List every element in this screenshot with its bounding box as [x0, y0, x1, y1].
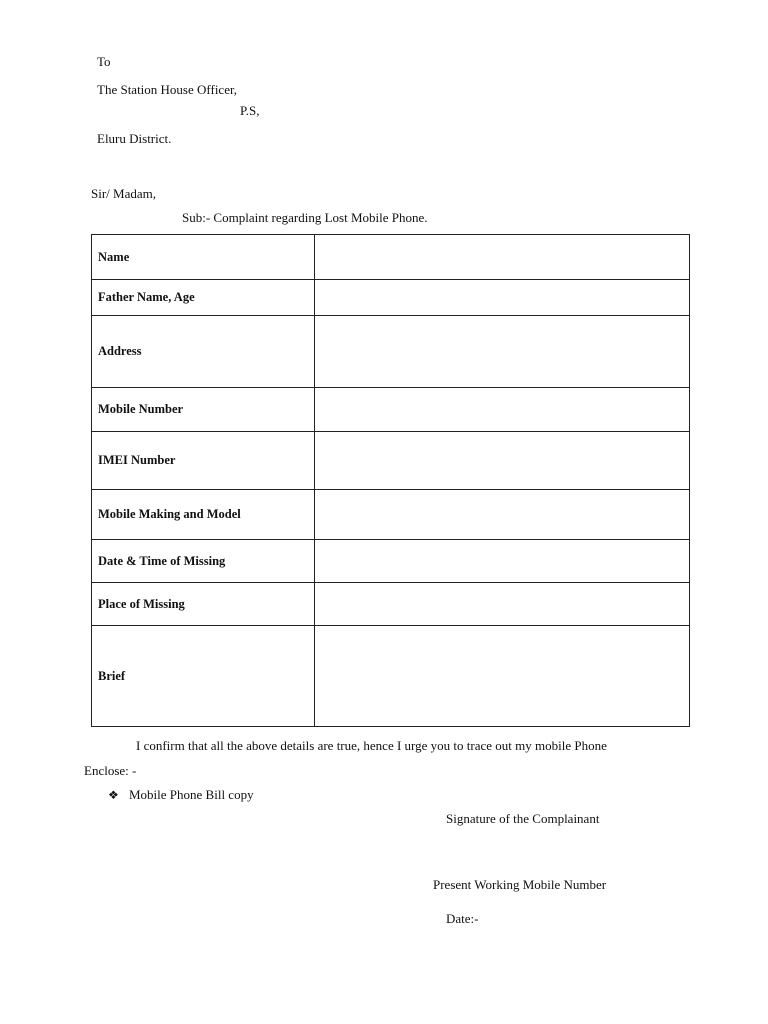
present-mobile-number-label: Present Working Mobile Number: [433, 877, 607, 892]
row-value-mobile-make-model: [315, 490, 690, 540]
row-value-address: [315, 316, 690, 388]
complaint-details-table: [91, 234, 690, 727]
signature-label: Signature of the Complainant: [446, 811, 600, 826]
salutation: Sir/ Madam,: [91, 186, 156, 201]
diamond-bullet-icon: ❖: [108, 788, 119, 802]
table-row: [92, 626, 690, 727]
row-value-name: [315, 235, 690, 280]
row-label-name: Name: [92, 235, 315, 280]
table-row: [92, 583, 690, 626]
row-value-imei-number: [315, 432, 690, 490]
table-row: [92, 316, 690, 388]
row-value-father-name-age: [315, 280, 690, 316]
row-label-mobile-number: Mobile Number: [92, 388, 315, 432]
confirmation-statement: I confirm that all the above details are true, hence I urge you to trace out my mobile Phone: [136, 738, 607, 753]
row-label-imei-number: IMEI Number: [92, 432, 315, 490]
table-row: [92, 540, 690, 583]
table-row: [92, 490, 690, 540]
enclosure-item: Mobile Phone Bill copy: [129, 787, 254, 802]
table-row: [92, 432, 690, 490]
table-row: [92, 235, 690, 280]
recipient-officer: The Station House Officer,: [97, 82, 238, 97]
row-value-date-time-missing: [315, 540, 690, 583]
row-label-date-time-missing: Date & Time of Missing: [92, 540, 315, 583]
to-line: To: [97, 54, 111, 69]
row-label-mobile-make-model: Mobile Making and Model: [92, 490, 315, 540]
date-label: Date:-: [446, 911, 479, 926]
table-row: [92, 280, 690, 316]
table-row: [92, 388, 690, 432]
row-label-father-name-age: Father Name, Age: [92, 280, 315, 316]
enclose-label: Enclose: -: [84, 763, 137, 778]
recipient-district: Eluru District.: [97, 131, 172, 146]
row-label-place-missing: Place of Missing: [92, 583, 315, 626]
subject-line: Sub:- Complaint regarding Lost Mobile Phone.: [182, 210, 428, 225]
row-label-brief: Brief: [92, 626, 315, 727]
police-station: P.S,: [240, 103, 260, 118]
row-label-address: Address: [92, 316, 315, 388]
row-value-mobile-number: [315, 388, 690, 432]
row-value-brief: [315, 626, 690, 727]
row-value-place-missing: [315, 583, 690, 626]
